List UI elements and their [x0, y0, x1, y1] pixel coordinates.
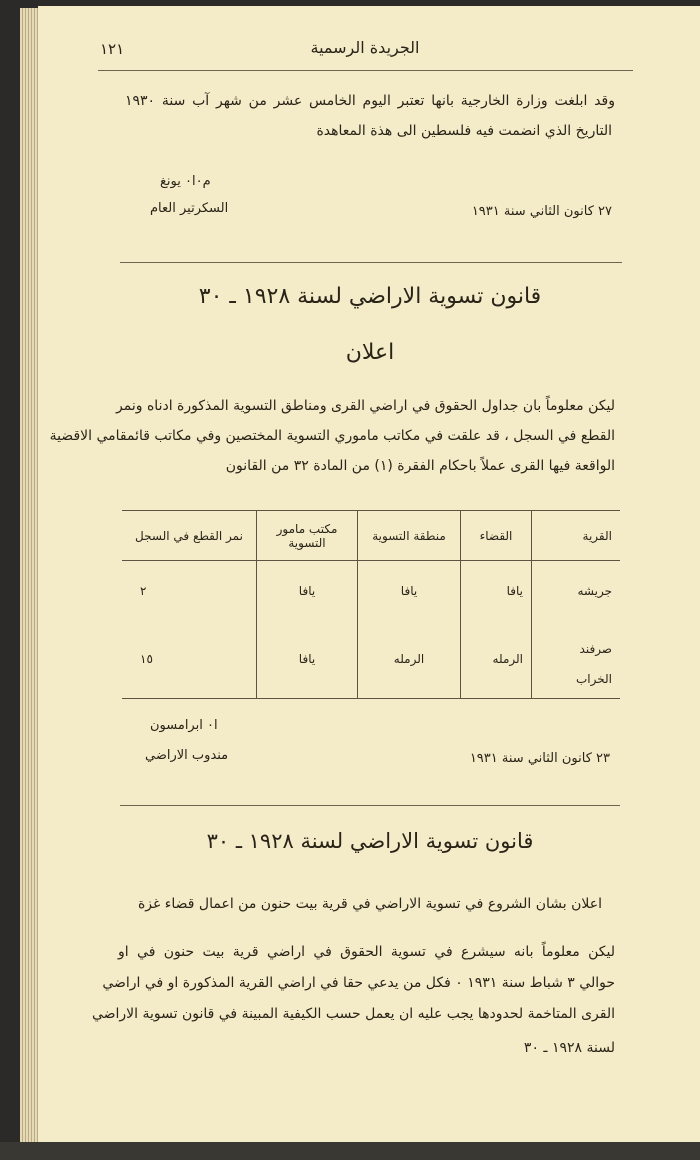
scan-background: [0, 1142, 700, 1160]
column-header: مكتب مامور التسوية: [257, 511, 358, 561]
notice2-line: ليكن معلوماً بان جداول الحقوق في اراضي القرى ومناطق التسوية المذكورة ادناه ونمر: [116, 398, 615, 414]
signer-name: ا٠ ابرامسون: [150, 718, 218, 733]
notice2-line: القطع في السجل ، قد علقت في مكاتب ماموري التسوية المختصين وفي مكاتب قائمقامي الاقضية: [49, 428, 615, 444]
column-header: منطقة التسوية: [358, 511, 461, 561]
signer-title: السكرتير العام: [150, 201, 229, 216]
notice-date: ٢٧ كانون الثاني سنة ١٩٣١: [471, 204, 612, 219]
table-row: [122, 561, 620, 621]
district-cell: الرمله: [461, 621, 532, 699]
signer-name: م٠ا٠ يونغ: [160, 174, 211, 189]
table-header-row: [122, 511, 620, 561]
section-rule: [120, 262, 622, 263]
office-cell: يافا: [257, 561, 358, 621]
district-cell: يافا: [461, 561, 532, 621]
page-number: ١٢١: [100, 40, 125, 58]
column-header: القرية: [532, 511, 621, 561]
notice-date: ٢٣ كانون الثاني سنة ١٩٣١: [469, 751, 610, 766]
notice3-line: لسنة ١٩٢٨ ـ ٣٠: [523, 1040, 615, 1056]
notice1-line: التاريخ الذي انضمت فيه فلسطين الى هذة المعاهدة: [316, 123, 612, 139]
settlement-table: [122, 510, 620, 699]
section-heading: قانون تسوية الاراضي لسنة ١٩٢٨ ـ ٣٠: [206, 829, 534, 853]
section-rule: [120, 805, 620, 806]
column-header: نمر القطع في السجل: [135, 528, 243, 543]
announcement-label: اعلان: [345, 340, 395, 365]
area-cell: يافا: [358, 561, 461, 621]
notice3-line: حوالي ٣ شباط سنة ١٩٣١ ٠ فكل من يدعي حقا في اراضي القرية المذكورة او في اراضي: [102, 975, 615, 991]
notice2-line: الواقعة فيها القرى عملاً باحكام الفقرة (١) من المادة ٣٢ من القانون: [225, 458, 615, 474]
gazette-title: الجريدة الرسمية: [310, 38, 420, 57]
notice3-line: القرى المتاخمة لحدودها يجب عليه ان يعمل حسب الكيفية المبينة في قانون تسوية الاراضي: [91, 1006, 615, 1022]
notice1-line: وقد ابلغت وزارة الخارجية بانها تعتبر اليوم الخامس عشر من شهر آب سنة ١٩٣٠: [125, 93, 615, 109]
table-row: [122, 621, 620, 699]
section-heading: قانون تسوية الاراضي لسنة ١٩٢٨ ـ ٣٠: [198, 284, 542, 309]
parcel-count-cell: ١٥: [140, 652, 153, 667]
parcel-count-cell: ٢: [140, 583, 147, 598]
column-header: القضاء: [461, 511, 532, 561]
area-cell: الرمله: [358, 621, 461, 699]
announcement-subheading: اعلان بشان الشروع في تسوية الاراضي في قرية بيت حنون من اعمال قضاء غزة: [137, 896, 603, 912]
signer-title: مندوب الاراضي: [145, 748, 229, 763]
notice3-line: ليكن معلوماً بانه سيشرع في تسوية الحقوق في اراضي قرية بيت حنون في او: [118, 944, 615, 960]
village-cell: جريشه: [532, 561, 621, 621]
village-cell: صرفند الخراب: [532, 621, 621, 699]
header-rule: [98, 70, 633, 71]
office-cell: يافا: [257, 621, 358, 699]
